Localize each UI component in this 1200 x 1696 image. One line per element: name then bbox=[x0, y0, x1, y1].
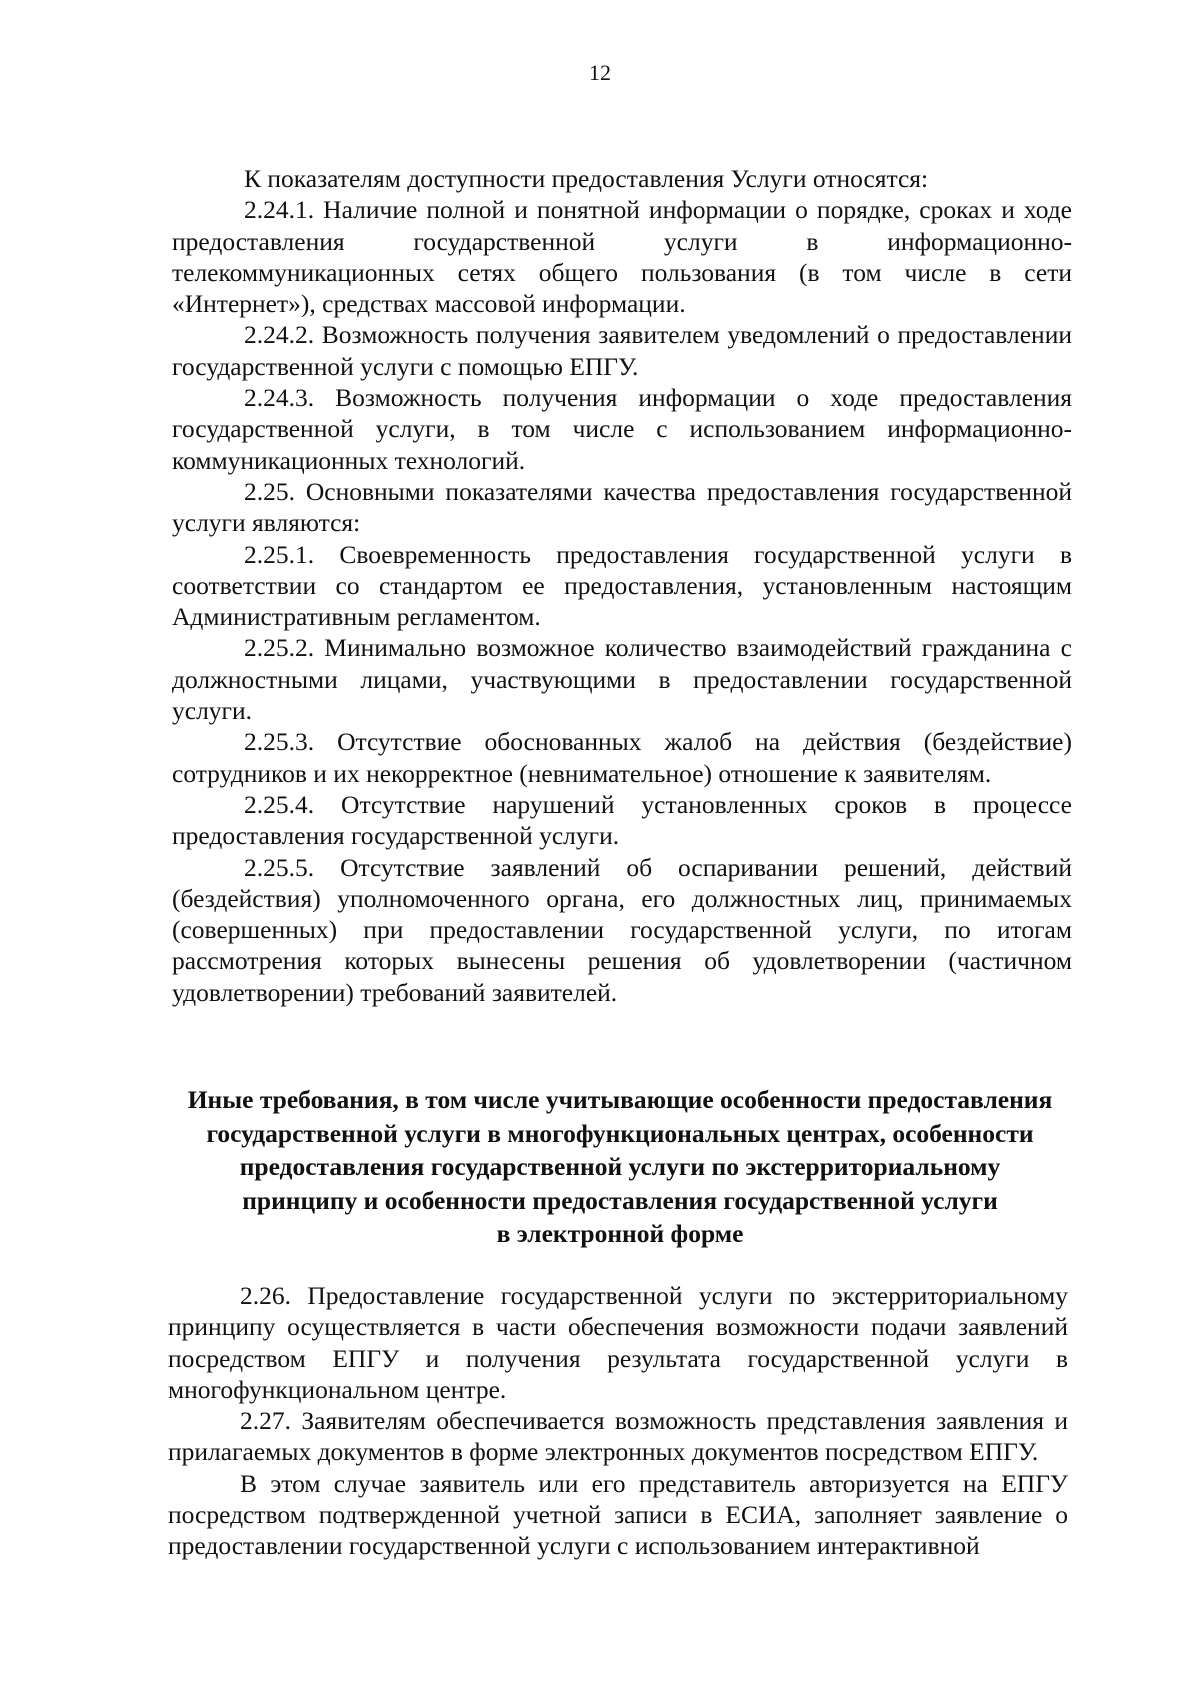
top-text-section bbox=[172, 163, 1072, 1008]
paragraph-authorization: В этом случае заявитель или его представитель авторизуется на ЕПГУ посредством подтвержденной учетной записи в ЕСИА, заполняет заявление о предоставлении государственной услуги с использованием интерактивной bbox=[168, 1468, 1068, 1561]
paragraph-accessibility-intro: К показателям доступности предоставления Услуги относятся: bbox=[244, 164, 929, 193]
heading-line: принципу и особенности предоставления государственной услуги bbox=[242, 1185, 998, 1215]
bottom-text-section bbox=[168, 1280, 1068, 1562]
paragraph-2-25-1: 2.25.1. Своевременность предоставления государственной услуги в соответствии со стандартом ее предоставления, установленным настоящим Административным регламентом. bbox=[172, 539, 1072, 632]
heading-line: Иные требования, в том числе учитывающие особенности предоставления bbox=[187, 1085, 1053, 1114]
heading-line: в электронной форме bbox=[496, 1219, 744, 1248]
paragraph-2-25-2: 2.25.2. Минимально возможное количество взаимодействий гражданина с должностными лицами, участвующими в предоставлении государственной услуги. bbox=[172, 633, 1072, 726]
paragraph-2-24-1: 2.24.1. Наличие полной и понятной информации о порядке, сроках и ходе предоставления государственной услуги в информационно-телекоммуникационных сетях общего пользования (в том числе в сети «Интернет»), средствах массовой информации. bbox=[172, 195, 1072, 319]
paragraph-2-25: 2.25. Основными показателями качества предоставления государственной услуги являются: bbox=[172, 476, 1072, 538]
paragraph-2-24-3: 2.24.3. Возможность получения информации о ходе предоставления государственной услуги, в том числе с использованием информационно-коммуникационных технологий. bbox=[172, 383, 1072, 475]
paragraph-2-25-3: 2.25.3. Отсутствие обоснованных жалоб на действия (бездействие) сотрудников и их некорректное (невнимательное) отношение к заявителям. bbox=[172, 727, 1072, 788]
section-heading bbox=[160, 1083, 1080, 1251]
paragraph-2-27: 2.27. Заявителям обеспечивается возможность представления заявления и прилагаемых документов в форме электронных документов посредством ЕПГУ. bbox=[168, 1406, 1068, 1467]
page-number: 12 bbox=[589, 60, 611, 85]
paragraph-2-25-5: 2.25.5. Отсутствие заявлений об оспаривании решений, действий (бездействия) уполномоченного органа, его должностных лиц, принимаемых (совершенных) при предоставлении государственной услуги, по итогам рассмотрения которых вынесены решения об удовлетворении (частичном удовлетворении) требований заявителей. bbox=[172, 852, 1072, 1007]
heading-line: предоставления государственной услуги по экстерриториальному bbox=[239, 1152, 1001, 1181]
heading-line: государственной услуги в многофункциональных центрах, особенности bbox=[206, 1118, 1034, 1148]
paragraph-2-26: 2.26. Предоставление государственной услуги по экстерриториальному принципу осуществляется в части обеспечения возможности подачи заявлений посредством ЕПГУ и получения результата государственной услуги в многофункциональном центре. bbox=[168, 1281, 1068, 1404]
paragraph-2-24-2: 2.24.2. Возможность получения заявителем уведомлений о предоставлении государственной услуги с помощью ЕПГУ. bbox=[172, 320, 1072, 381]
paragraph-2-25-4: 2.25.4. Отсутствие нарушений установленных сроков в процессе предоставления государственной услуги. bbox=[172, 789, 1072, 851]
